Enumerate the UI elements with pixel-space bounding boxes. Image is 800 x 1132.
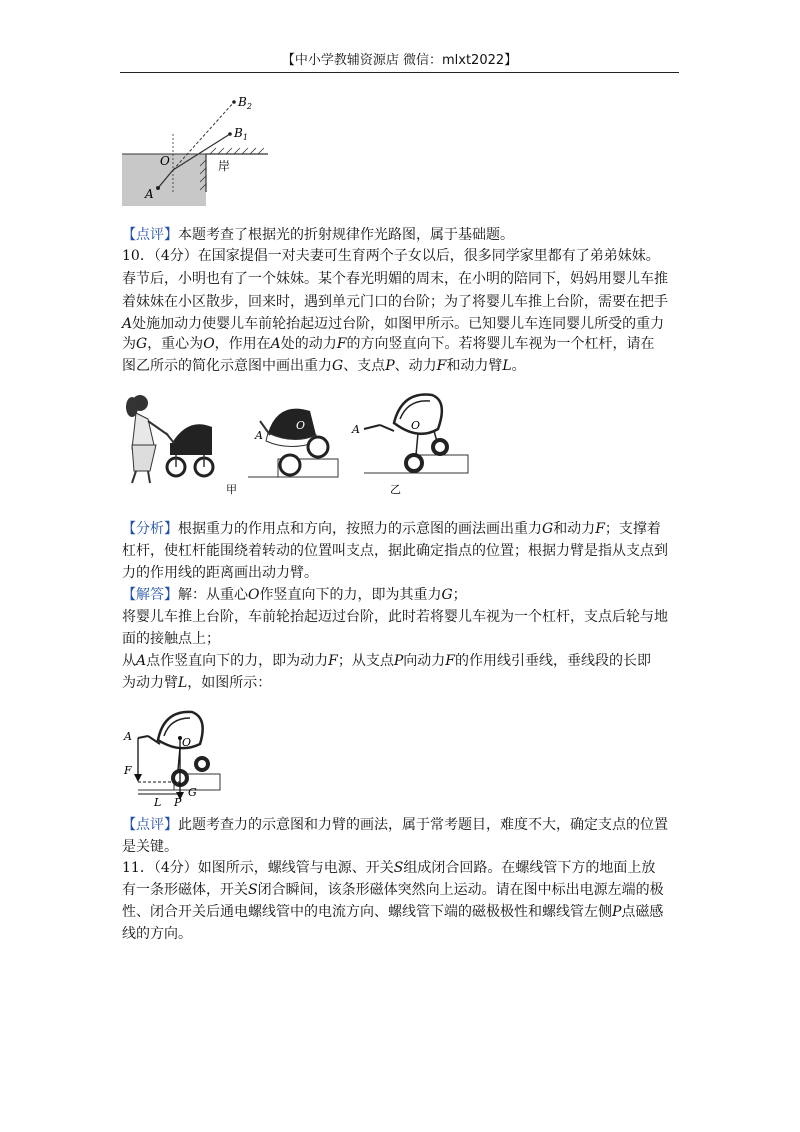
q10-line2: 春节后，小明也有了一个妹妹。某个春光明媚的周末，在小明的陪同下，妈妈用婴儿车推 (122, 271, 668, 287)
comment-q10-line1: 【点评】此题考查力的示意图和力臂的画法，属于常考题目，难度不大，确定支点的位置 (122, 817, 668, 833)
q10-line4: A处施加动力使婴儿车前轮抬起迈过台阶，如图甲所示。已知婴儿车连同婴儿所受的重力 (122, 316, 665, 332)
comment-q9 (122, 224, 682, 246)
point-b1 (228, 132, 232, 136)
force-f-arrow (134, 774, 142, 782)
comment-text: 本题考查了根据光的折射规律作光路图，属于基础题。 (178, 227, 514, 243)
q11-number: 11．（4分） (122, 860, 198, 876)
q10-line6: 图乙所示的简化示意图中画出重力G、支点P、动力F和动力臂L。 (122, 358, 526, 374)
point-a (156, 186, 160, 190)
analysis-line2: 杠杆，使杠杆能围绕着转动的位置叫支点，据此确定指点的位置；根据力臂是指从支点到 (122, 543, 668, 559)
ans-label-p: P (174, 796, 182, 809)
label-a-mid: A (255, 429, 263, 442)
comment-tag: 【点评】 (122, 227, 178, 243)
label-a-right: A (352, 423, 360, 436)
q11-line1: 11．（4分）如图所示，螺线管与电源、开关S组成闭合回路。在螺线管下方的地面上放 (122, 860, 656, 876)
mother-figure (126, 395, 168, 483)
solution-tag: 【解答】 (122, 587, 178, 603)
label-b2: $B_2$ (238, 95, 252, 111)
answer-figure (118, 702, 228, 810)
analysis-line3: 力的作用线的距离画出动力臂。 (122, 565, 318, 581)
ans-label-l: L (154, 796, 162, 809)
solution-line4: 从A点作竖直向下的力，即为动力F；从支点P向动力F的作用线引垂线，垂线段的长即 (122, 653, 651, 669)
point-b2 (232, 100, 236, 104)
label-jia: 甲 (226, 483, 237, 496)
q11-line3: 性、闭合开关后通电螺线管中的电流方向、螺线管下端的磁极极性和螺线管左侧P点磁感 (122, 904, 664, 920)
solution-line1: 【解答】解：从重心O作竖直向下的力，即为其重力G； (122, 587, 467, 603)
stroller-figures (118, 385, 478, 505)
analysis-line1: 【分析】根据重力的作用点和方向，按照力的示意图的画法画出重力G和动力F；支撑着 (122, 521, 661, 537)
stroller-mid (248, 409, 338, 477)
q10-number: 10．（4分） (122, 248, 198, 264)
label-shore: 岸 (218, 159, 231, 173)
label-b1: $B_1$ (234, 126, 248, 142)
header-rule (120, 72, 679, 73)
comment-q10-line2: 是关键。 (122, 839, 178, 855)
stroller-jia (166, 424, 213, 476)
page-header: 【中小学教辅资源店 微信：mlxt2022】 (281, 53, 518, 68)
refraction-figure (118, 92, 278, 212)
label-o-mid: O (296, 419, 306, 432)
ans-label-o: O (182, 736, 192, 749)
label-o: O (160, 154, 170, 168)
solution-line5: 为动力臂L，如图所示： (122, 675, 272, 691)
ans-label-g: G (188, 786, 197, 799)
label-a: A (145, 187, 154, 201)
label-o-right: O (411, 419, 421, 432)
label-yi: 乙 (390, 483, 401, 496)
solution-line3: 面的接触点上； (122, 631, 220, 647)
q10-line3: 着妹妹在小区散步，回来时，遇到单元门口的台阶；为了将婴儿车推上台阶，需要在把手 (122, 294, 668, 310)
q10-line5: 为G，重心为O，作用在A处的动力F的方向竖直向下。若将婴儿车视为一个杠杆，请在 (122, 336, 655, 352)
solution-line2: 将婴儿车推上台阶，车前轮抬起迈过台阶，此时若将婴儿车视为一个杠杆，支点后轮与地 (122, 609, 668, 625)
ans-label-a: A (124, 730, 132, 743)
q11-line4: 线的方向。 (122, 926, 192, 942)
stroller-yi (364, 395, 468, 473)
analysis-tag: 【分析】 (122, 521, 178, 537)
q10-line1: 10．（4分）在国家提倡一对夫妻可生育两个子女以后，很多同学家里都有了弟弟妹妹。 (122, 248, 660, 264)
q11-line2: 有一条形磁体，开关S闭合瞬间，该条形磁体突然向上运动。请在图中标出电源左端的极 (122, 882, 664, 898)
comment-tag: 【点评】 (122, 817, 178, 833)
ans-label-f: F (124, 764, 132, 777)
